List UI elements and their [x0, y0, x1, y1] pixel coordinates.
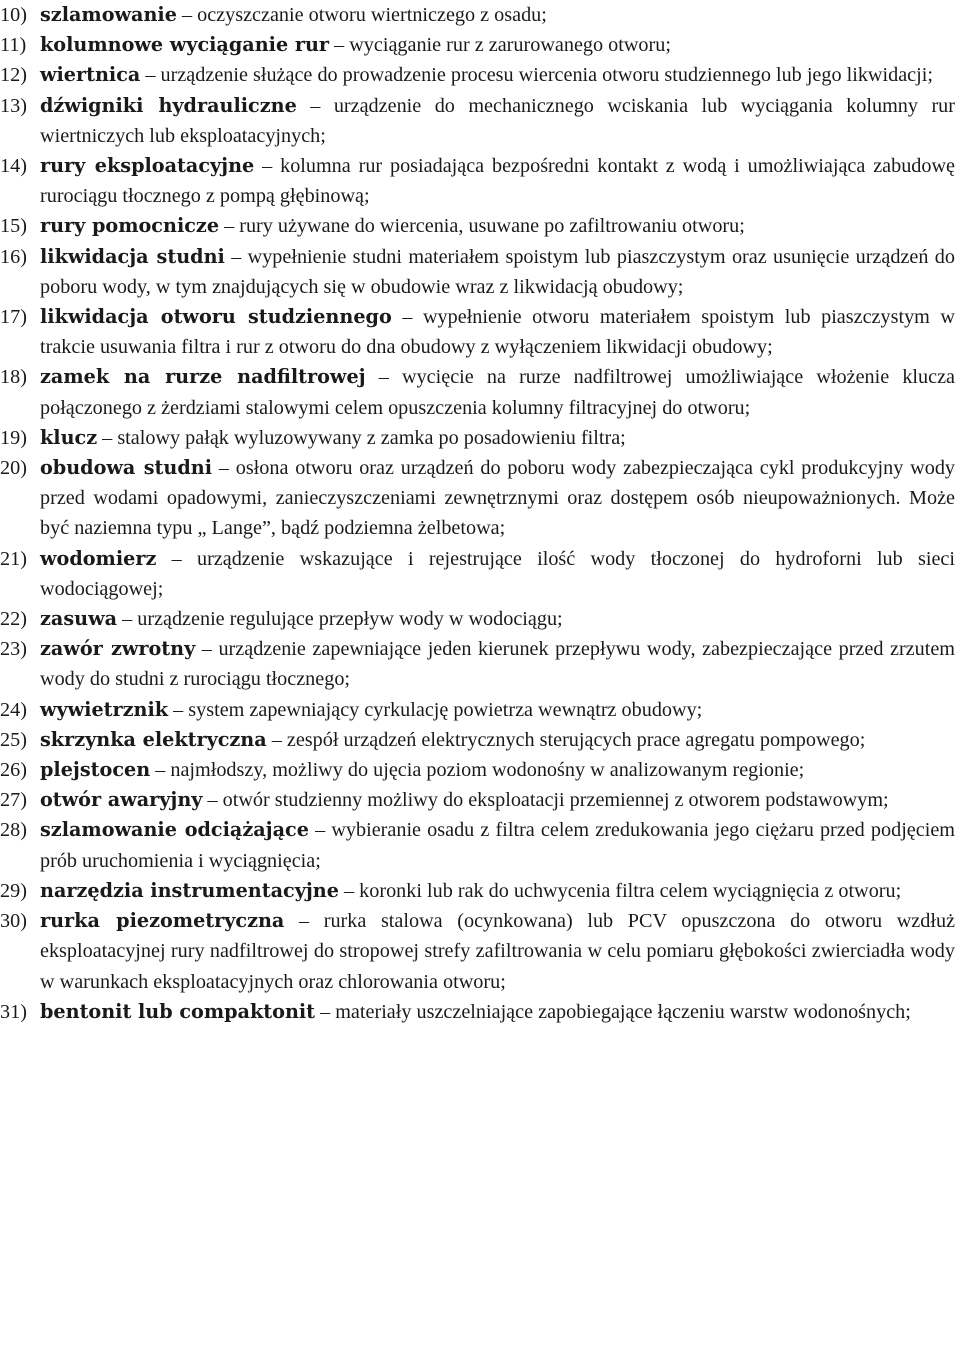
term-separator: – — [102, 426, 118, 449]
definition-list-item — [0, 695, 960, 725]
term-definition: urządzenie regulujące przepływ wody w wodociągu; — [137, 608, 563, 631]
definition-list-item — [0, 242, 960, 302]
term-definition: materiały uszczelniające zapobiegające łączeniu warstw wodonośnych; — [335, 1000, 911, 1023]
term-definition: rury używane do wiercenia, usuwane po zafiltrowaniu otworu; — [239, 215, 745, 238]
definition-list-item — [0, 423, 960, 453]
term-separator: – — [344, 879, 360, 902]
item-number: 29) — [0, 879, 27, 902]
item-number: 23) — [0, 638, 27, 661]
term-separator: – — [218, 457, 236, 480]
term-separator: – — [334, 34, 350, 57]
term-separator: – — [173, 698, 189, 721]
term-definition: kolumna rur posiadająca bezpośredni kontakt z wodą i umożliwiająca zabudowę rurociągu tłocznego z pompą głębinową; — [40, 155, 956, 208]
term-separator: – — [231, 245, 248, 268]
defined-term: szlamowanie odciążające — [40, 818, 309, 842]
term-definition: koronki lub rak do uchwycenia filtra celem wyciągnięcia z otworu; — [359, 879, 902, 902]
term-separator: – — [207, 789, 223, 812]
term-separator: – — [315, 819, 332, 842]
term-definition: urządzenie do mechanicznego wciskania lub wyciągania kolumny rur wiertniczych lub eksploatacyjnych; — [40, 94, 955, 147]
defined-term: wiertnica — [40, 63, 141, 87]
term-definition: stalowy pałąk wyluzowywany z zamka po posadowieniu filtra; — [117, 426, 626, 449]
definition-list-item — [0, 60, 960, 90]
term-separator: – — [171, 547, 197, 570]
defined-term: skrzynka elektryczna — [40, 727, 267, 751]
term-definition: otwór studzienny możliwy do eksploatacji przemiennej z otworem podstawowym; — [222, 789, 889, 812]
defined-term: likwidacja otworu studziennego — [40, 305, 392, 329]
item-number: 11) — [0, 34, 27, 57]
definition-list-item — [0, 906, 960, 997]
defined-term: plejstocen — [40, 758, 151, 782]
defined-term: dźwigniki hydrauliczne — [40, 93, 297, 117]
item-number: 22) — [0, 608, 27, 631]
item-number: 28) — [0, 819, 27, 842]
defined-term: rurka piezometryczna — [40, 909, 285, 933]
term-definition: wypełnienie studni materiałem spoistym lub piaszczystym oraz usunięcie urządzeń do poboru wody, w tym znajdujących się w obudowie wraz z likwidacją obudowy; — [40, 245, 955, 298]
term-definition: osłona otworu oraz urządzeń do poboru wody zabezpieczająca cykl produkcyjny wody przed wodami opadowymi, zanieczyszczeniami zewnętrznymi oraz dostępem osób nieupoważnionych. Może być naziemna typu „ Lange”, bądź podziemna żelbetowa; — [40, 457, 956, 540]
item-number: 13) — [0, 94, 27, 117]
term-separator: – — [181, 4, 198, 26]
item-number: 21) — [0, 547, 27, 570]
definition-list-item — [0, 755, 960, 785]
term-definition: najmłodszy, możliwy do ujęcia poziom wodonośny w analizowanym regionie; — [170, 759, 805, 782]
term-separator: – — [122, 608, 138, 631]
term-separator: – — [378, 366, 402, 389]
defined-term: szlamowanie — [40, 3, 177, 26]
definition-list-item — [0, 634, 960, 694]
definition-list-item — [0, 725, 960, 755]
defined-term: likwidacja studni — [40, 244, 225, 268]
defined-term: klucz — [40, 425, 98, 449]
item-number: 17) — [0, 306, 27, 329]
defined-term: obudowa studni — [40, 456, 213, 480]
defined-term: bentonit lub compaktonit — [40, 999, 316, 1023]
item-number: 26) — [0, 759, 27, 782]
term-separator: – — [224, 215, 240, 238]
item-number: 19) — [0, 426, 27, 449]
term-definition: wypełnienie otworu materiałem spoistym lub piaszczystym w trakcie usuwania filtra i rur z otworu do dna obudowy z wyłączeniem likwidacji obudowy; — [40, 306, 955, 359]
term-definition: system zapewniający cyrkulację powietrza wewnątrz obudowy; — [188, 698, 703, 721]
definition-list-item — [0, 785, 960, 815]
term-definition: urządzenie zapewniające jeden kierunek przepływu wody, zabezpieczające przed zrzutem wody do studni z rurociągu tłocznego; — [40, 638, 955, 691]
definition-list-item — [0, 997, 960, 1027]
definition-list-item — [0, 30, 960, 60]
term-definition: rurka stalowa (ocynkowana) lub PCV opuszczona do otworu wzdłuż eksploatacyjnej rury nadfiltrowej do stropowej strefy zafiltrowania w celu pomiaru głębokości zwierciadła wody w warunkach eksploatacyjnych oraz chlorowania otworu; — [40, 910, 956, 993]
item-number: 10) — [0, 4, 27, 26]
term-definition: oczyszczanie otworu wiertniczego z osadu; — [197, 4, 547, 26]
item-number: 12) — [0, 64, 27, 87]
term-definition: wycięcie na rurze nadfiltrowej umożliwiające włożenie klucza połączonego z żerdziami stalowymi celem opuszczenia kolumny filtracyjnej do otworu; — [40, 366, 956, 419]
term-separator: – — [310, 94, 334, 117]
defined-term: wodomierz — [40, 546, 157, 570]
item-number: 14) — [0, 155, 27, 178]
term-separator: – — [320, 1000, 336, 1023]
term-definition: urządzenie wskazujące i rejestrujące ilość wody tłoczonej do hydroforni lub sieci wodociągowej; — [40, 547, 955, 600]
defined-term: zamek na rurze nadfiltrowej — [40, 365, 366, 389]
term-separator: – — [262, 155, 281, 178]
item-number: 15) — [0, 215, 27, 238]
term-separator: – — [145, 64, 161, 87]
term-definition: wyciąganie rur z zarurowanego otworu; — [349, 34, 671, 57]
item-number: 20) — [0, 457, 27, 480]
term-separator: – — [201, 638, 219, 661]
term-separator: – — [402, 306, 423, 329]
defined-term: kolumnowe wyciąganie rur — [40, 33, 330, 57]
defined-term: wywietrznik — [40, 697, 169, 721]
term-separator: – — [299, 910, 324, 933]
definition-list-item — [0, 453, 960, 544]
definition-list-item — [0, 151, 960, 211]
defined-term: narzędzia instrumentacyjne — [40, 878, 339, 902]
definition-list-item — [0, 0, 960, 30]
item-number: 25) — [0, 728, 27, 751]
item-number: 16) — [0, 245, 27, 268]
term-separator: – — [271, 728, 287, 751]
definition-list-item — [0, 604, 960, 634]
term-definition: urządzenie służące do prowadzenie procesu wiercenia otworu studziennego lub jego likwidacji; — [160, 64, 933, 87]
defined-term: zasuwa — [40, 607, 118, 631]
defined-term: otwór awaryjny — [40, 788, 203, 812]
item-number: 18) — [0, 366, 27, 389]
term-definition: wybieranie osadu z filtra celem zredukowania jego ciężaru przed podjęciem prób uruchomienia i wyciągnięcia; — [40, 819, 956, 872]
definition-list-item — [0, 362, 960, 422]
definition-list-item — [0, 876, 960, 906]
definition-list-item — [0, 302, 960, 362]
defined-term: rury eksploatacyjne — [40, 154, 255, 178]
term-separator: – — [155, 759, 171, 782]
term-definition: zespół urządzeń elektrycznych sterujących prace agregatu pompowego; — [286, 728, 866, 751]
definition-list-item — [0, 91, 960, 151]
definition-list-item — [0, 815, 960, 875]
item-number: 24) — [0, 698, 27, 721]
item-number: 27) — [0, 789, 27, 812]
definition-list-item — [0, 211, 960, 241]
defined-term: zawór zwrotny — [40, 637, 196, 661]
item-number: 30) — [0, 910, 27, 933]
defined-term: rury pomocnicze — [40, 214, 220, 238]
definition-list-item — [0, 544, 960, 604]
item-number: 31) — [0, 1000, 27, 1023]
